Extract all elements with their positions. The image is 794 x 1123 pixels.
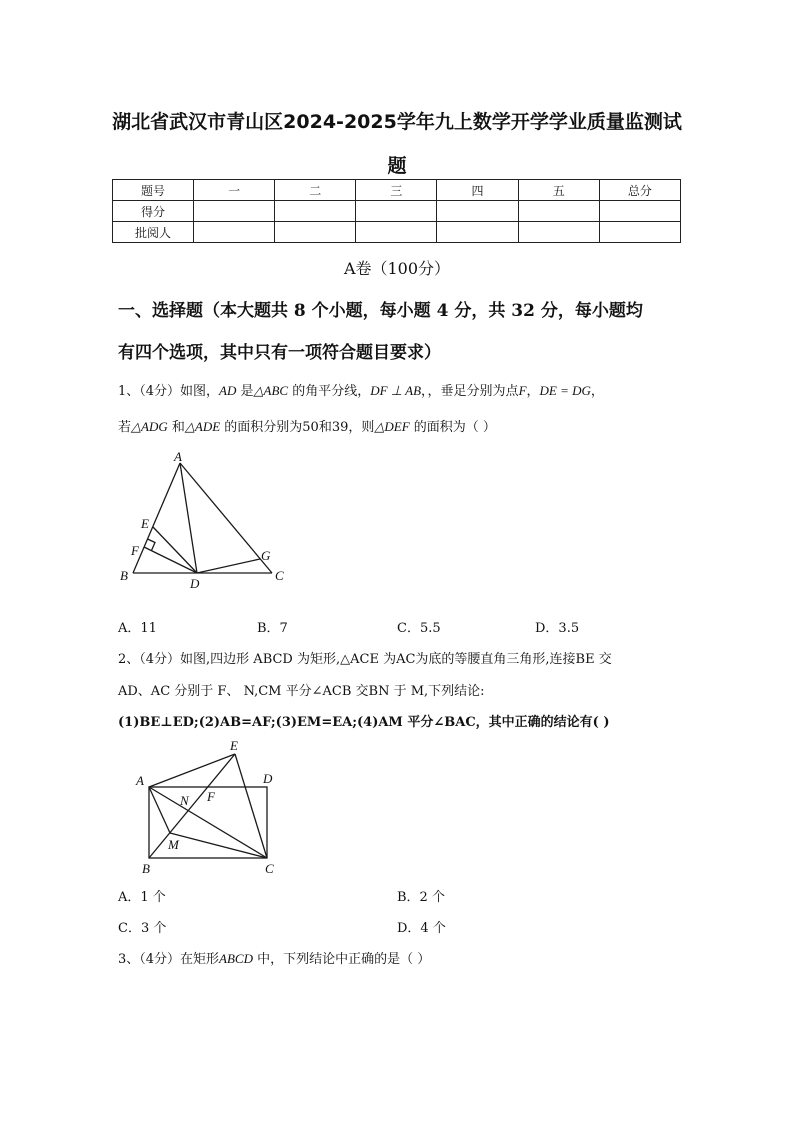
q1-math-dedg: DE = DG <box>539 383 591 398</box>
label-f: F <box>207 789 215 804</box>
label-n: N <box>180 793 189 808</box>
label-f: F <box>131 543 139 558</box>
q1-text: 是 <box>236 384 254 399</box>
q1-math-ade: △ADE <box>184 419 221 434</box>
q1-text: ， <box>590 384 604 399</box>
q1-prefix: 1、（4分）如图， <box>118 384 220 399</box>
header-cell: 二 <box>275 180 356 201</box>
reviewer-cell <box>275 222 356 243</box>
score-cell <box>518 201 599 222</box>
q2-option-a: A．1 个 <box>118 890 166 905</box>
label-e: E <box>141 516 149 531</box>
q1-text: 的角平分线， <box>288 384 371 399</box>
segment-fd <box>144 547 197 573</box>
header-cell: 一 <box>194 180 275 201</box>
header-cell: 题号 <box>113 180 194 201</box>
label-b: B <box>142 861 150 876</box>
section-a-title: A卷（100分） <box>343 259 451 278</box>
row-label: 批阅人 <box>113 222 194 243</box>
q1-math-adg: △ADG <box>131 419 168 434</box>
q3-math-abcd: ABCD <box>219 951 253 966</box>
q2-option-c: C．3 个 <box>118 921 167 936</box>
segment-cm <box>170 833 267 858</box>
segment-gd <box>197 559 260 573</box>
label-b: B <box>120 568 128 583</box>
q2-option-b: B．2 个 <box>397 890 445 905</box>
label-d: D <box>190 576 200 591</box>
score-cell <box>356 201 437 222</box>
header-cell: 四 <box>437 180 518 201</box>
q1-text: ， <box>526 384 540 399</box>
q1-math-f: F <box>518 383 527 398</box>
segment-ce <box>235 754 267 858</box>
q2-rectangle-figure <box>130 735 290 880</box>
q3-text <box>118 948 430 967</box>
reviewer-cell <box>437 222 518 243</box>
reviewer-cell <box>356 222 437 243</box>
reviewer-cell <box>599 222 680 243</box>
segment-be <box>149 754 235 858</box>
q2-option-d: D．4 个 <box>397 921 446 936</box>
label-c: C <box>275 568 284 583</box>
label-a: A <box>174 449 182 464</box>
q1-triangle-figure <box>115 448 295 594</box>
reviewer-cell <box>194 222 275 243</box>
q1-option-a: A．11 <box>118 621 157 636</box>
q1-text: 和 <box>167 420 185 435</box>
q1-text: ，，垂足分别为点 <box>421 384 519 399</box>
score-cell <box>599 201 680 222</box>
header-cell: 总分 <box>599 180 680 201</box>
q2-text-line1: 2、（4分）如图,四边形 ABCD 为矩形,△ACE 为AC为底的等腰直角三角形,连接BE 交 <box>118 652 612 667</box>
header-cell: 五 <box>518 180 599 201</box>
label-c: C <box>265 861 274 876</box>
header-cell: 三 <box>356 180 437 201</box>
q1-option-c: C．5.5 <box>397 621 441 636</box>
row-label: 得分 <box>113 201 194 222</box>
label-g: G <box>261 548 271 563</box>
section1-heading-line2: 有四个选项，其中只有一项符合题目要求） <box>118 343 441 363</box>
score-cell <box>275 201 356 222</box>
q2-text-line2: AD、AC 分别于 F、 N,CM 平分∠ACB 交BN 于 M,下列结论: <box>118 684 485 699</box>
q1-text: 的面积为（ ） <box>409 420 496 435</box>
q1-text: 的面积分别为50和39，则 <box>220 420 375 435</box>
exam-title-line1: 湖北省武汉市青山区2024-2025学年九上数学开学学业质量监测试 <box>112 111 682 133</box>
q1-text-line1 <box>118 380 604 399</box>
q3-prefix: 3、（4分）在矩形 <box>118 952 220 967</box>
reviewer-row <box>113 222 681 243</box>
q1-math-def: △DEF <box>374 419 410 434</box>
exam-title-line2: 题 <box>387 155 407 177</box>
q1-text-line2 <box>118 416 496 435</box>
label-a: A <box>136 773 144 788</box>
label-e: E <box>230 738 238 753</box>
section1-heading-line1: 一、选择题（本大题共 8 个小题，每小题 4 分，共 32 分，每小题均 <box>118 301 643 321</box>
score-table-header-row <box>113 180 681 201</box>
q3-suffix: 中，下列结论中正确的是（ ） <box>253 952 431 967</box>
q1-math-abc: △ABC <box>253 383 289 398</box>
q1-text: 若 <box>118 420 132 435</box>
score-table <box>112 179 681 243</box>
label-d: D <box>263 771 273 786</box>
score-cell <box>194 201 275 222</box>
q1-option-b: B．7 <box>257 621 288 636</box>
q1-math-ad: AD <box>219 383 237 398</box>
label-m: M <box>168 837 179 852</box>
q1-math-dfab: DF ⊥ AB <box>370 383 422 398</box>
score-cell <box>437 201 518 222</box>
reviewer-cell <box>518 222 599 243</box>
q1-option-d: D．3.5 <box>535 621 580 636</box>
q2-text-line3: (1)BE⊥ED;(2)AB=AF;(3)EM=EA;(4)AM 平分∠BAC，其中正确的结论有( ) <box>118 715 610 730</box>
score-row <box>113 201 681 222</box>
